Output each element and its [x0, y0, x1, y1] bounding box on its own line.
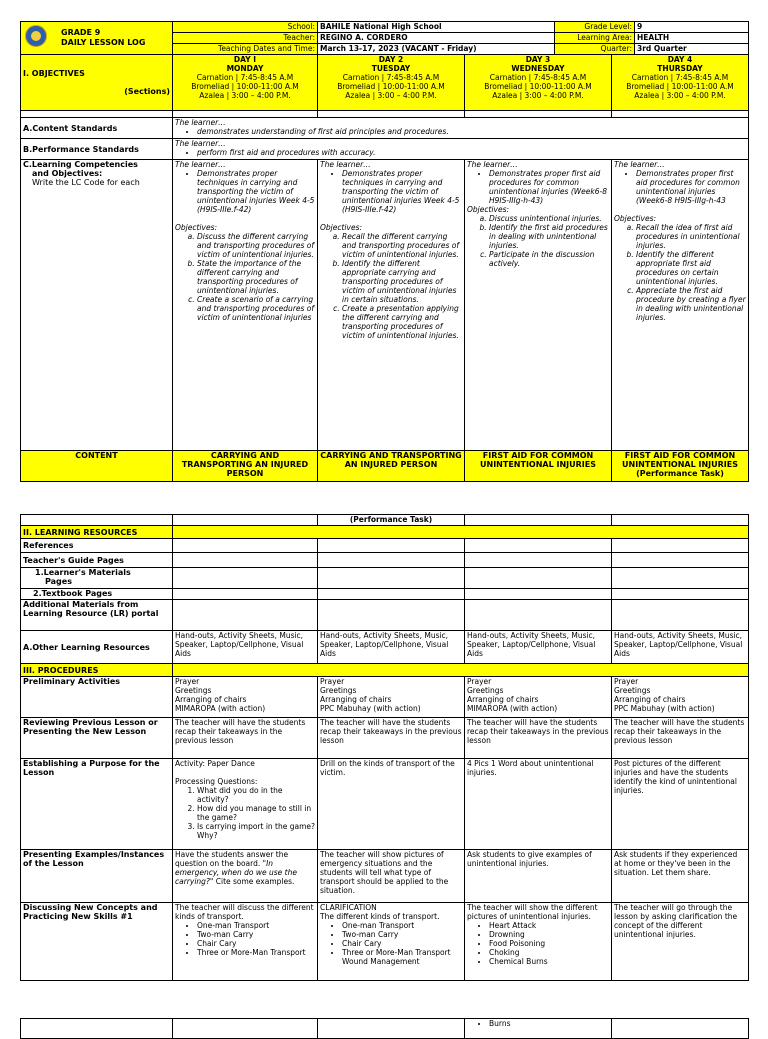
review-day-4: The teacher will have the students recap their takeaways in the previous lesson — [612, 718, 749, 759]
procedures-header: III. PROCEDURES — [21, 664, 173, 677]
day-3-competencies: The learner… • Demonstrates proper first aid procedures for common unintentional injuries (Week6-8 H9IS-IIIg-h-43) Objectives: a. Discuss unintentional injuries. b. Identify the first aid procedures in dealing with unintentional injuries. c. Participate in the discussion actively. — [465, 160, 612, 451]
grade-level-value: 9 — [635, 22, 749, 33]
purpose-day-4: Post pictures of the different injuries and have the students identify the kind of unintentional injuries. — [612, 759, 749, 850]
other-resources-day-4: Hand-outs, Activity Sheets, Music, Speaker, Laptop/Cellphone, Visual Aids — [612, 631, 749, 664]
content-standards-label: A.Content Standards — [21, 118, 173, 139]
present-day-3: Ask students to give examples of unintentional injuries. — [465, 850, 612, 903]
content-day-3: FIRST AID FOR COMMON UNINTENTIONAL INJURIES — [465, 451, 612, 482]
review-day-2: The teacher will have the students recap their takeaways in the previous lesson — [318, 718, 465, 759]
learning-resources-header: II. LEARNING RESOURCES — [21, 526, 173, 539]
discuss-day-2: CLARIFICATION The different kinds of transport. • One-man Transport • Two-man Carry • Chair Cary • Three or More-Man Transport Wound Management — [318, 903, 465, 981]
content-day-1: CARRYING AND TRANSPORTING AN INJURED PERSON — [173, 451, 318, 482]
purpose-day-1: Activity: Paper Dance Processing Questions: 1. What did you do in the activity? 2. How did you manage to still in the game? 3. Is carrying import in the game? Why? — [173, 759, 318, 850]
day-3-header: DAY 3 WEDNESDAY Carnation | 7:45-8:45 A.M Bromeliad | 10:00-11:00 A.M Azalea | 3:00 – 4:00 P.M. — [465, 55, 612, 111]
learning-area-label: Learning Area: — [555, 33, 635, 44]
lesson-log-table-1 — [20, 21, 749, 55]
learners-materials-label: 1.Learner's Materials Pages — [21, 568, 173, 589]
prelim-day-1: Prayer Greetings Arranging of chairs MIMAROPA (with action) — [173, 677, 318, 718]
learning-area-value: HEALTH — [635, 33, 749, 44]
present-day-2: The teacher will show pictures of emergency situations and the students will tell what type of transport should be applied to the situation. — [318, 850, 465, 903]
performance-standards-label: B.Performance Standards — [21, 139, 173, 160]
discussing-label: Discussing New Concepts and Practicing New Skills #1 — [21, 903, 173, 981]
content-standards-cell: The learner… • demonstrates understanding of first aid principles and procedures. — [173, 118, 749, 139]
review-day-3: The teacher will have the students recap their takeaways in the previous lesson — [465, 718, 612, 759]
teachers-guide-label: Teacher's Guide Pages — [21, 553, 173, 568]
quarter-label: Quarter: — [555, 44, 635, 55]
prelim-day-4: Prayer Greetings Arranging of chairs PPC Mabuhay (with action) — [612, 677, 749, 718]
school-value: BAHILE National High School — [318, 22, 555, 33]
day-4-header: DAY 4 THURSDAY Carnation | 7:45-8:45 A.M Bromeliad | 10:00-11:00 A.M Azalea | 3:00 – 4:00 P.M. — [612, 55, 749, 111]
content-day-2: CARRYING AND TRANSPORTING AN INJURED PERSON — [318, 451, 465, 482]
day-2-competencies: The learner… • Demonstrates proper techniques in carrying and transporting the victim of unintentional injuries Week 4-5 (H9IS-IIIe.f-42) Objectives: a. Recall the different carrying and transporting procedures of victim of unintentional injuries. b. Identify the different appropriate carrying and transporting procedures of victim of unintentional injuries in certain situations. c. Create a presentation applying the different carrying and transporting procedures of victim of unintentional injuries. — [318, 160, 465, 451]
discuss-day-3: The teacher will show the different pictures of unintentional injuries. • Heart Attack • Drowning • Food Poisoning • Choking • Chemical Burns — [465, 903, 612, 981]
teacher-value: REGINO A. CORDERO — [318, 33, 555, 44]
review-day-1: The teacher will have the students recap their takeaways in the previous lesson — [173, 718, 318, 759]
content-label: CONTENT — [21, 451, 173, 482]
preliminary-label: Preliminary Activities — [21, 677, 173, 718]
grade-label: GRADE 9 — [61, 28, 101, 37]
other-resources-day-3: Hand-outs, Activity Sheets, Music, Speaker, Laptop/Cellphone, Visual Aids — [465, 631, 612, 664]
sections-label: (Sections) — [124, 86, 170, 96]
prelim-day-2: Prayer Greetings Arranging of chairs PPC Mabuhay (with action) — [318, 677, 465, 718]
deped-seal-icon — [25, 25, 47, 47]
present-day-1: Have the students answer the question on the board. "In emergency, when do we use the carrying?" Cite some examples. — [173, 850, 318, 903]
reviewing-label: Reviewing Previous Lesson or Presenting the New Lesson — [21, 718, 173, 759]
purpose-label: Establishing a Purpose for the Lesson — [21, 759, 173, 850]
lesson-log-table-1b — [20, 54, 749, 482]
presenting-label: Presenting Examples/Instances of the Lesson — [21, 850, 173, 903]
lesson-log-table-2 — [20, 514, 749, 981]
grade-level-label: Grade Level: — [555, 22, 635, 33]
prelim-day-3: Prayer Greetings Arranging of chairs MIMAROPA (with action) — [465, 677, 612, 718]
competencies-label: C.Learning Competencies and Objectives: Write the LC Code for each — [21, 160, 173, 451]
objectives-label: I. OBJECTIVES — [23, 68, 85, 78]
day-2-header: DAY 2 TUESDAY Carnation | 7:45-8:45 A.M Bromeliad | 10:00-11:00 A.M Azalea | 3:00 – 4:00 P.M. — [318, 55, 465, 111]
discuss-day-1: The teacher will discuss the different kinds of transport. • One-man Transport • Two-man Carry • Chair Cary • Three or More-Man Transport — [173, 903, 318, 981]
performance-standards-cell: The learner… • perform first aid and procedures with accuracy. — [173, 139, 749, 160]
lesson-log-table-3 — [20, 1018, 749, 1039]
day-1-competencies: The learner… • Demonstrates proper techniques in carrying and transporting the victim of unintentional injuries Week 4-5 (H9IS-IIIe.f-42) Objectives: a. Discuss the different carrying and transporting procedures of victim of unintentional injuries. b. State the importance of the different carrying and transporting procedures of unintentional injuries. c. Create a scenario of a carrying and transporting procedures of victim of unintentional injuries — [173, 160, 318, 451]
additional-materials-label: Additional Materials from Learning Resource (LR) portal — [21, 600, 173, 631]
purpose-day-2: Drill on the kinds of transport of the victim. — [318, 759, 465, 850]
grade-title-cell — [21, 22, 173, 55]
performance-task-note: (Performance Task) — [318, 515, 465, 526]
dates-value: March 13-17, 2023 (VACANT - Friday) — [318, 44, 555, 55]
quarter-value: 3rd Quarter — [635, 44, 749, 55]
log-title: DAILY LESSON LOG — [61, 38, 146, 47]
other-resources-day-1: Hand-outs, Activity Sheets, Music, Speaker, Laptop/Cellphone, Visual Aids — [173, 631, 318, 664]
objectives-header — [21, 55, 173, 111]
burns-cell: • Burns — [465, 1019, 612, 1039]
references-label: References — [21, 539, 173, 553]
content-day-4: FIRST AID FOR COMMON UNINTENTIONAL INJURIES (Performance Task) — [612, 451, 749, 482]
teacher-label: Teacher: — [173, 33, 318, 44]
textbook-label: 2.Textbook Pages — [21, 589, 173, 600]
purpose-day-3: 4 Pics 1 Word about unintentional injuries. — [465, 759, 612, 850]
discuss-day-4: The teacher will go through the lesson by asking clarification the concept of the different unintentional injuries. — [612, 903, 749, 981]
present-day-4: Ask students if they experienced at home or they've been in the situation. Let them share. — [612, 850, 749, 903]
dates-label: Teaching Dates and Time: — [173, 44, 318, 55]
day-1-header: DAY I MONDAY Carnation | 7:45-8:45 A.M Bromeliad | 10:00-11:00 A.M Azalea | 3:00 – 4:00 P.M. — [173, 55, 318, 111]
day-4-competencies: The learner… • Demonstrates proper first aid procedures for common unintentional injuries (Week6-8 H9IS-IIIg-h-43 Objectives: a. Recall the idea of first aid procedures in unintentional injuries. b. Identify the different appropriate first aid procedures on certain unintentional injuries. c. Appreciate the first aid procedure by creating a flyer in dealing with unintentional injuries. — [612, 160, 749, 451]
other-resources-label: A.Other Learning Resources — [21, 631, 173, 664]
school-label: School: — [173, 22, 318, 33]
other-resources-day-2: Hand-outs, Activity Sheets, Music, Speaker, Laptop/Cellphone, Visual Aids — [318, 631, 465, 664]
